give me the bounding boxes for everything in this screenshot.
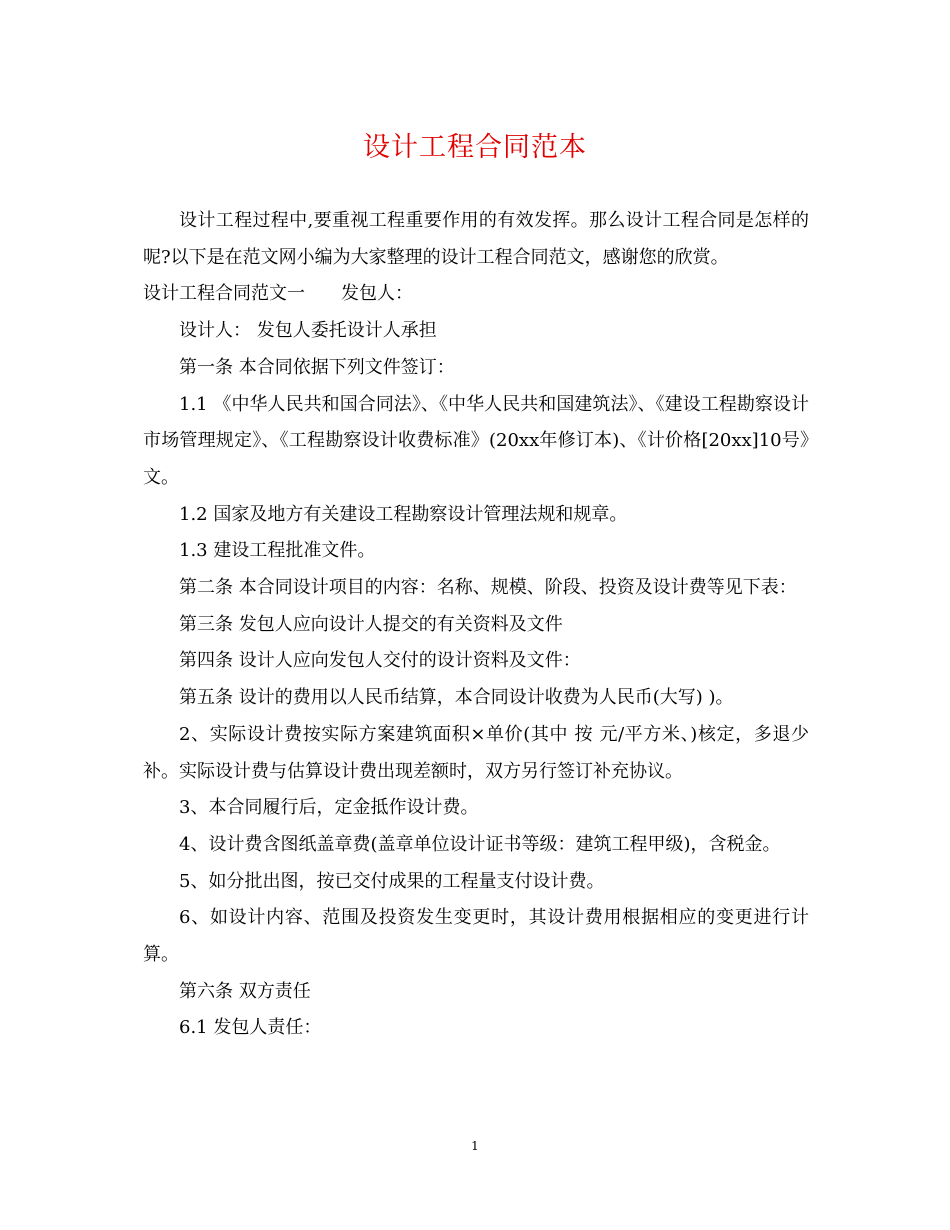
intro-paragraph: 设计工程过程中,要重视工程重要作用的有效发挥。那么设计工程合同是怎样的呢?以下是在范文网小编为大家整理的设计工程合同范文，感谢您的欣赏。 [143,210,809,268]
paragraph: 第三条 发包人应向设计人提交的有关资料及文件 [179,613,563,635]
paragraph: 4、设计费含图纸盖章费(盖章单位设计证书等级：建筑工程甲级)，含税金。 [179,833,781,855]
paragraph: 5、如分批出图，按已交付成果的工程量支付设计费。 [179,870,605,892]
paragraph: 1.2 国家及地方有关建设工程勘察设计管理法规和规章。 [179,503,628,525]
paragraph: 第六条 双方责任 [179,980,311,1002]
document-body [143,203,809,1047]
paragraph: 第一条 本合同依据下列文件签订： [179,356,455,378]
paragraph: 1.3 建设工程批准文件。 [179,540,376,562]
document-title: 设计工程合同范本 [363,132,587,163]
page-number: 1 [471,1139,479,1153]
paragraph: 设计人： 发包人委托设计人承担 [179,320,437,342]
party-label: 发包人： [341,283,413,305]
paragraph: 6.1 发包人责任： [179,1017,322,1039]
contract-heading-line [143,276,809,313]
paragraph: 第二条 本合同设计项目的内容：名称、规模、阶段、投资及设计费等见下表： [179,577,797,599]
paragraph: 6、如设计内容、范围及投资发生变更时，其设计费用根据相应的变更进行计算。 [143,907,809,966]
paragraph: 第五条 设计的费用以人民币结算，本合同设计收费为人民币(大写) )。 [179,687,734,709]
paragraph: 2、实际设计费按实际方案建筑面积×单价(其中 按 元/平方米、)核定，多退少补。实际设计费与估算设计费出现差额时，双方另行签订补充协议。 [143,723,809,782]
section-heading: 设计工程合同范文一 [143,283,305,305]
paragraph: 第四条 设计人应向发包人交付的设计资料及文件： [179,650,581,672]
paragraph: 1.1 《中华人民共和国合同法》、《中华人民共和国建筑法》、《建设工程勘察设计市场管理规定》、《工程勘察设计收费标准》(20xx年修订本)、《计价格[20xx]10号》文。 [143,393,809,488]
paragraph: 3、本合同履行后，定金抵作设计费。 [179,797,479,819]
